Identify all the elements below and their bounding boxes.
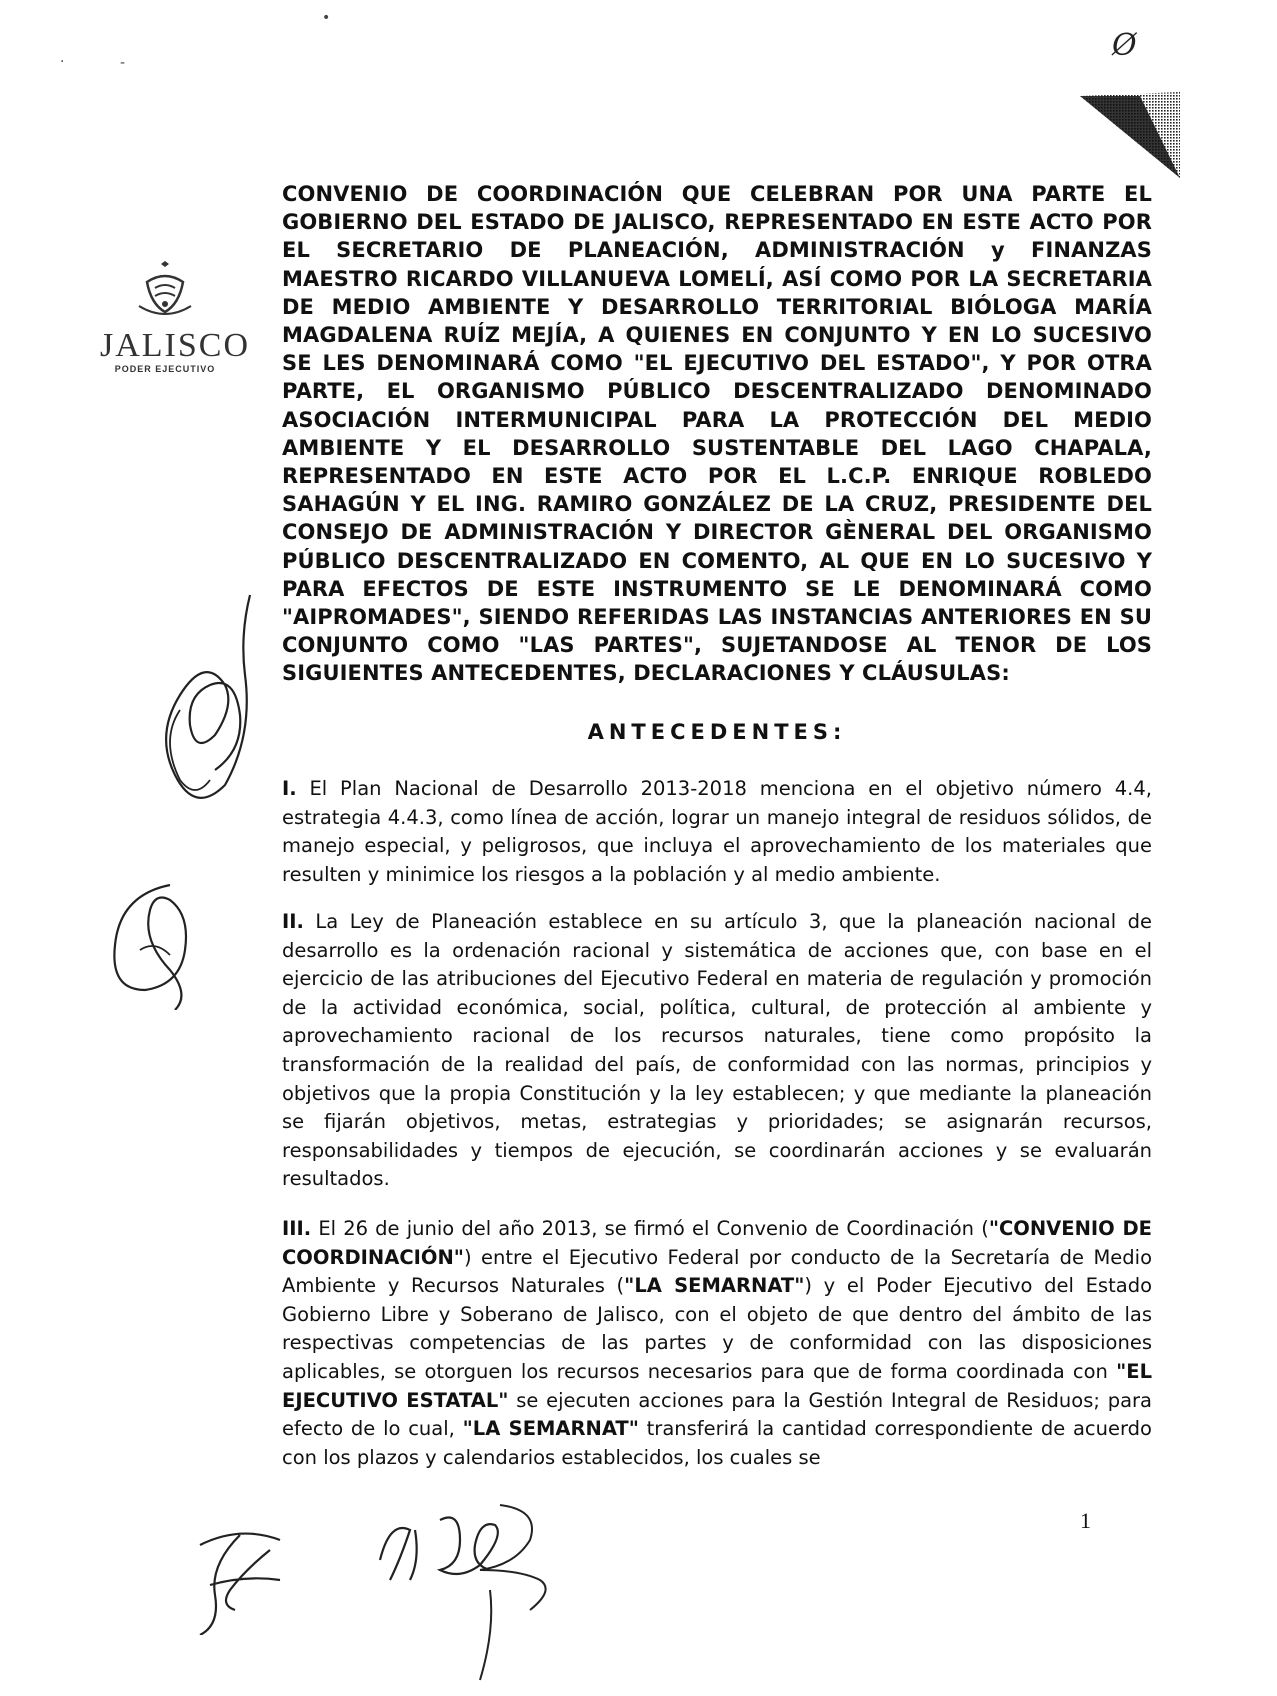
corner-fold — [1080, 92, 1180, 178]
logo-subtitle: PODER EJECUTIVO — [114, 364, 216, 374]
paragraph-i — [282, 775, 1152, 889]
scan-mark: • — [322, 10, 331, 26]
bottom-signature-1 — [180, 1525, 320, 1635]
defined-term: "EL EJECUTIVO ESTATAL" — [282, 1359, 1152, 1412]
defined-term: "CONVENIO DE COORDINACIÓN" — [282, 1217, 1152, 1269]
paragraph-text: El Plan Nacional de Desarrollo 2013-2018 menciona en el objetivo número 4.4, estrategia 4.4.3, como línea de acción, lograr un manejo integral de residuos sólidos, de manejo especial, y peligrosos, que incluya el aprovechamiento de los materiales que resulten y minimice los riesgos a la población y al medio ambiente. — [282, 777, 1152, 886]
margin-signature-2 — [100, 880, 210, 1010]
margin-signature-1 — [150, 590, 270, 820]
paragraph-ii — [282, 908, 1152, 1194]
paragraph-text: se ejecuten acciones para la Gestión Integral de Residuos; para efecto de lo cual, — [282, 1388, 1152, 1441]
defined-term: "LA SEMARNAT" — [624, 1274, 805, 1298]
paragraph-text: El 26 de junio del año 2013, se firmó el Convenio de Coordinación ( — [311, 1217, 989, 1240]
defined-term: "LA SEMARNAT" — [462, 1417, 639, 1441]
document-title: CONVENIO DE COORDINACIÓN QUE CELEBRAN POR UNA PARTE EL GOBIERNO DEL ESTADO DE JALISCO, REPRESENTADO EN ESTE ACTO POR EL SECRETARIO DE PLANEACIÓN, ADMINISTRACIÓN y FINANZAS MAESTRO RICARDO VILLANUEVA LOMELÍ, ASÍ COMO POR LA SECRETARIA DE MEDIO AMBIENTE Y DESARROLLO TERRITORIAL BIÓLOGA MARÍA MAGDALENA RUÍZ MEJÍA, A QUIENES EN CONJUNTO Y EN LO SUCESIVO SE LES DENOMINARÁ COMO "EL EJECUTIVO DEL ESTADO", Y POR OTRA PARTE, EL ORGANISMO PÚBLICO DESCENTRALIZADO DENOMINADO ASOCIACIÓN INTERMUNICIPAL PARA LA PROTECCIÓN DEL MEDIO AMBIENTE Y EL DESARROLLO SUSTENTABLE DEL LAGO CHAPALA, REPRESENTADO EN ESTE ACTO POR EL L.C.P. ENRIQUE ROBLEDO SAHAGÚN Y EL ING. RAMIRO GONZÁLEZ DE LA CRUZ, PRESIDENTE DEL CONSEJO DE ADMINISTRACIÓN Y DIRECTOR GÈNERAL DEL ORGANISMO PÚBLICO DESCENTRALIZADO EN COMENTO, AL QUE EN LO SUCESIVO Y PARA EFECTOS DE ESTE INSTRUMENTO SE LE DENOMINARÁ COMO "AIPROMADES", SIENDO REFERIDAS LAS INSTANCIAS ANTERIORES EN SU CONJUNTO COMO "LAS PARTES", SUJETANDOSE AL TENOR DE LOS SIGUIENTES ANTECEDENTES, DECLARACIONES Y CLÁUSULAS: — [282, 182, 1152, 686]
jalisco-logo — [100, 260, 251, 410]
handwritten-mark: Ø — [1112, 28, 1137, 63]
paragraph-number: I. — [282, 777, 297, 800]
bottom-signature-2 — [370, 1500, 580, 1690]
scan-mark: - — [120, 55, 126, 71]
coat-of-arms-icon — [125, 260, 205, 324]
paragraph-text: ) y el Poder Ejecutivo del Estado Gobierno Libre y Soberano de Jalisco, con el objeto de que dentro del ámbito de las respectivas competencias de las partes y de conformidad con las disposiciones aplicables, se otorguen los recursos necesarios para que de forma coordinada con — [282, 1274, 1152, 1383]
paragraph-number: III. — [282, 1217, 312, 1240]
paragraph-number: II. — [282, 910, 304, 933]
page-number: 1 — [1080, 1508, 1091, 1533]
paragraph-text: ) entre el Ejecutivo Federal por conducto de la Secretaría de Medio Ambiente y Recursos Naturales ( — [282, 1245, 1152, 1298]
paragraph-text: La Ley de Planeación establece en su artículo 3, que la planeación nacional de desarrollo es la ordenación racional y sistemática de acciones que, con base en el ejercicio de las atribuciones del Ejecutivo Federal en materia de regulación y promoción de la actividad económica, social, política, cultural, de protección al ambiente y aprovechamiento racional de los recursos naturales, tiene como propósito la transformación de la realidad del país, de conformidad con las normas, principios y objetivos que la propia Constitución y la ley establecen; y que mediante la planeación se fijarán objetivos, metas, estrategias y prioridades; se asignarán recursos, responsabilidades y tiempos de ejecución, se coordinarán acciones y se evaluarán resultados. — [282, 910, 1152, 1191]
scan-mark: . — [60, 50, 65, 66]
logo-name: JALISCO — [100, 327, 251, 364]
paragraph-text: transferirá la cantidad correspondiente de acuerdo con los plazos y calendarios establecidos, los cuales se — [282, 1417, 1152, 1469]
section-heading: ANTECEDENTES: — [587, 720, 847, 744]
paragraph-iii — [282, 1215, 1152, 1472]
